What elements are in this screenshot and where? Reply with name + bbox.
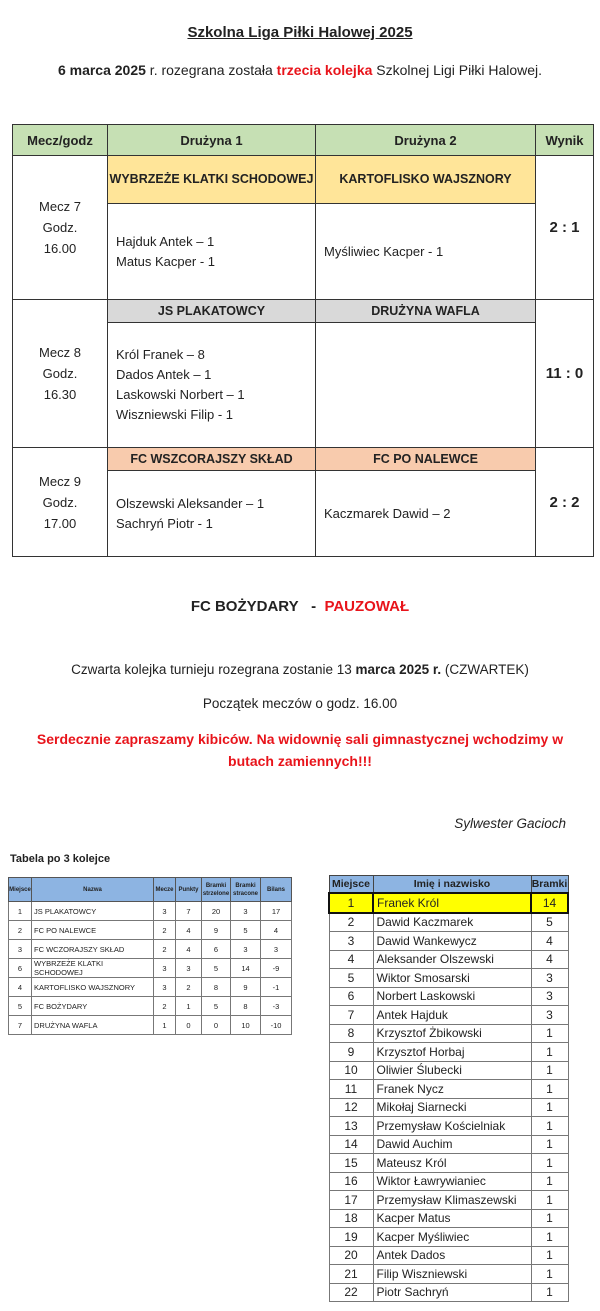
scorer-place: 5: [329, 969, 373, 988]
page-title-text: Szkolna Liga Piłki Halowej 2025: [187, 24, 413, 41]
col-header: Wynik: [536, 125, 594, 156]
scorers-row: [329, 1117, 568, 1136]
standings-col-header: Bilans: [261, 878, 292, 902]
scorer-place: 9: [329, 1043, 373, 1062]
scorer-line: Myśliwiec Kacper - 1: [324, 243, 444, 259]
match-result: 11 : 0: [536, 300, 594, 448]
scorers-table: [328, 875, 569, 1302]
standings-goals-against: 3: [231, 902, 261, 921]
standings-col-header: Miejsce: [9, 878, 32, 902]
scorer-goals: 1: [531, 1098, 568, 1117]
team1-scorers: [108, 323, 316, 448]
scorer-name: Wiktor Smosarski: [373, 969, 531, 988]
standings-col-header: Bramki strzelone: [202, 878, 231, 902]
standings-table: [8, 877, 292, 1035]
scorers-row: [329, 1283, 568, 1302]
scorer-place: 17: [329, 1191, 373, 1210]
scorer-goals: 1: [531, 1246, 568, 1265]
team2-scorers: [316, 471, 536, 557]
pause-status: PAUZOWAŁ: [324, 598, 410, 615]
scorers-row: [329, 1135, 568, 1154]
scorer-line: Król Franek – 8: [116, 347, 205, 362]
match-label: Mecz 7: [39, 199, 81, 214]
next-round-end: (CZWARTEK): [441, 662, 529, 677]
scorers-row: [329, 1024, 568, 1043]
scorer-goals: 1: [531, 1135, 568, 1154]
scorer-goals: 1: [531, 1172, 568, 1191]
scorers-row: [329, 932, 568, 951]
scorer-goals: 1: [531, 1117, 568, 1136]
scorers-header-row: [329, 876, 568, 894]
scorer-line: Hajduk Antek – 1: [116, 233, 215, 249]
scorer-line: Sachryń Piotr - 1: [116, 515, 213, 531]
standings-balance: 3: [261, 940, 292, 959]
team2-name: KARTOFLISKO WAJSZNORY: [316, 156, 536, 204]
godz-label: Godz.: [42, 220, 78, 235]
standings-team: FC PO NALEWCE: [32, 921, 154, 940]
team2-scorers: [316, 204, 536, 300]
scorers-row: [329, 1061, 568, 1080]
standings-goals-for: 20: [202, 902, 231, 921]
scorer-goals: 14: [531, 893, 568, 913]
standings-row: [9, 978, 292, 997]
standings-team: DRUŻYNA WAFLA: [32, 1016, 154, 1035]
scorers-row: [329, 1154, 568, 1173]
scorer-goals: 3: [531, 987, 568, 1006]
standings-place: 1: [9, 902, 32, 921]
schedule-table: [12, 124, 594, 557]
scorer-name: Wiktor Ławrywianiec: [373, 1172, 531, 1191]
standings-header-row: [9, 878, 292, 902]
standings-balance: -9: [261, 959, 292, 978]
pause-separator: -: [311, 598, 317, 615]
standings-place: 5: [9, 997, 32, 1016]
standings-points: 7: [176, 902, 202, 921]
scorers-row: [329, 913, 568, 932]
standings-row: [9, 902, 292, 921]
standings-balance: -3: [261, 997, 292, 1016]
scorer-goals: 1: [531, 1024, 568, 1043]
standings-place: 2: [9, 921, 32, 940]
scorer-name: Antek Dados: [373, 1246, 531, 1265]
scorer-place: 22: [329, 1283, 373, 1302]
scorer-place: 14: [329, 1135, 373, 1154]
scorer-place: 4: [329, 950, 373, 969]
standings-title: Tabela po 3 kolejce: [10, 853, 111, 865]
intro-highlight: trzecia kolejka: [276, 62, 373, 78]
standings-goals-against: 5: [231, 921, 261, 940]
scorer-place: 13: [329, 1117, 373, 1136]
standings-place: 3: [9, 940, 32, 959]
standings-col-header: Nazwa: [32, 878, 154, 902]
scorer-goals: 1: [531, 1061, 568, 1080]
col-header: Drużyna 1: [108, 125, 316, 156]
scorers-row: [329, 1172, 568, 1191]
standings-goals-against: 9: [231, 978, 261, 997]
scorers-row: [329, 1191, 568, 1210]
standings-place: 7: [9, 1016, 32, 1035]
scorer-goals: 4: [531, 932, 568, 951]
match-team-row: [13, 300, 594, 323]
match-time: 16.00: [43, 241, 77, 256]
scorer-name: Filip Wiszniewski: [373, 1265, 531, 1284]
scorers-row: [329, 1098, 568, 1117]
scorer-name: Oliwier Ślubecki: [373, 1061, 531, 1080]
scorers-row: [329, 1246, 568, 1265]
scorer-name: Krzysztof Żbikowski: [373, 1024, 531, 1043]
standings-team: FC WCZORAJSZY SKŁAD: [32, 940, 154, 959]
team1-name: JS PLAKATOWCY: [108, 300, 316, 323]
standings-team: FC BOŻYDARY: [32, 997, 154, 1016]
scorer-place: 19: [329, 1228, 373, 1247]
standings-balance: -1: [261, 978, 292, 997]
pause-team: FC BOŻYDARY: [190, 598, 299, 615]
scorer-line: Matus Kacper - 1: [116, 253, 215, 269]
next-round-text: [0, 662, 600, 677]
intro-end: Szkolnej Ligi Piłki Halowej.: [372, 62, 543, 78]
intro-date: 6 marca 2025: [57, 62, 146, 78]
scorer-place: 12: [329, 1098, 373, 1117]
schedule-header-row: [13, 125, 594, 156]
scorer-line: Olszewski Aleksander – 1: [116, 495, 265, 511]
scorers-row: [329, 1228, 568, 1247]
match-time: 16.30: [43, 387, 77, 402]
match-time-cell: [13, 156, 108, 300]
col-header: Mecz/godz: [13, 125, 108, 156]
standings-points: 3: [176, 959, 202, 978]
scorers-row: [329, 987, 568, 1006]
scorer-name: Dawid Wankewycz: [373, 932, 531, 951]
scorer-goals: 1: [531, 1080, 568, 1099]
scorer-name: Norbert Laskowski: [373, 987, 531, 1006]
match-team-row: [13, 448, 594, 471]
match-time: 17.00: [43, 515, 77, 531]
scorers-row: [329, 1043, 568, 1062]
standings-col-header: Mecze: [154, 878, 176, 902]
standings-matches: 3: [154, 902, 176, 921]
standings-goals-against: 8: [231, 997, 261, 1016]
standings-goals-for: 5: [202, 997, 231, 1016]
match-result: 2 : 2: [536, 448, 594, 557]
scorer-goals: 3: [531, 969, 568, 988]
godz-label: Godz.: [42, 494, 78, 510]
standings-points: 1: [176, 997, 202, 1016]
scorer-place: 18: [329, 1209, 373, 1228]
standings-goals-against: 14: [231, 959, 261, 978]
scorers-col-header: Miejsce: [329, 876, 373, 894]
standings-points: 4: [176, 940, 202, 959]
standings-row: [9, 1016, 292, 1035]
standings-balance: 4: [261, 921, 292, 940]
standings-goals-for: 5: [202, 959, 231, 978]
scorer-name: Przemysław Kościelniak: [373, 1117, 531, 1136]
scorer-place: 16: [329, 1172, 373, 1191]
standings-team: KARTOFLISKO WAJSZNORY: [32, 978, 154, 997]
scorers-row-leader: [329, 893, 568, 913]
standings-matches: 3: [154, 978, 176, 997]
match-result: 2 : 1: [536, 156, 594, 300]
scorer-name: Mikołaj Siarnecki: [373, 1098, 531, 1117]
team2-name: DRUŻYNA WAFLA: [316, 300, 536, 323]
scorer-goals: 4: [531, 950, 568, 969]
team1-scorers: [108, 471, 316, 557]
scorer-name: Mateusz Król: [373, 1154, 531, 1173]
next-round-start: Czwarta kolejka turnieju rozegrana zostanie 13: [71, 662, 356, 677]
scorer-name: Kacper Myśliwiec: [373, 1228, 531, 1247]
scorer-place: 10: [329, 1061, 373, 1080]
standings-points: 0: [176, 1016, 202, 1035]
scorer-line: Dados Antek – 1: [116, 367, 212, 382]
scorers-row: [329, 1209, 568, 1228]
standings-team: JS PLAKATOWCY: [32, 902, 154, 921]
scorer-line: Wiszniewski Filip - 1: [116, 407, 234, 422]
scorers-row: [329, 1080, 568, 1099]
scorer-name: Piotr Sachryń: [373, 1283, 531, 1302]
standings-row: [9, 940, 292, 959]
standings-row: [9, 921, 292, 940]
scorer-name: Dawid Auchim: [373, 1135, 531, 1154]
standings-points: 2: [176, 978, 202, 997]
scorer-name: Franek Nycz: [373, 1080, 531, 1099]
scorers-col-header: Imię i nazwisko: [373, 876, 531, 894]
standings-matches: 2: [154, 997, 176, 1016]
standings-col-header: Bramki stracone: [231, 878, 261, 902]
standings-matches: 1: [154, 1016, 176, 1035]
scorer-place: 7: [329, 1006, 373, 1025]
standings-place: 4: [9, 978, 32, 997]
standings-goals-for: 8: [202, 978, 231, 997]
invitation-text: Serdecznie zapraszamy kibiców. Na widownię sali gimnastycznej wchodzimy w butach zamiennych!!!: [36, 731, 564, 769]
scorer-goals: 1: [531, 1043, 568, 1062]
standings-place: 6: [9, 959, 32, 978]
scorer-place: 2: [329, 913, 373, 932]
scorer-name: Krzysztof Horbaj: [373, 1043, 531, 1062]
scorers-col-header: Bramki: [531, 876, 568, 894]
start-time-text: Początek meczów o godz. 16.00: [202, 696, 398, 711]
standings-goals-for: 0: [202, 1016, 231, 1035]
pause-notice: [0, 598, 600, 615]
scorer-place: 6: [329, 987, 373, 1006]
standings-goals-against: 10: [231, 1016, 261, 1035]
team1-name: FC WSZCORAJSZY SKŁAD: [108, 448, 316, 471]
standings-col-header: Punkty: [176, 878, 202, 902]
scorer-place: 3: [329, 932, 373, 951]
scorer-place: 11: [329, 1080, 373, 1099]
match-time-cell: [13, 300, 108, 448]
standings-matches: 2: [154, 940, 176, 959]
standings-matches: 2: [154, 921, 176, 940]
scorer-goals: 3: [531, 1006, 568, 1025]
scorer-goals: 1: [531, 1209, 568, 1228]
intro-mid: r. rozegrana została: [145, 62, 277, 78]
scorer-name: Przemysław Klimaszewski: [373, 1191, 531, 1210]
scorer-place: 8: [329, 1024, 373, 1043]
team1-scorers: [108, 204, 316, 300]
scorer-goals: 1: [531, 1283, 568, 1302]
standings-row: [9, 959, 292, 978]
scorer-place: 21: [329, 1265, 373, 1284]
team1-name: WYBRZEŻE KLATKI SCHODOWEJ: [108, 156, 316, 204]
scorer-goals: 1: [531, 1154, 568, 1173]
scorer-goals: 5: [531, 913, 568, 932]
match-label: Mecz 8: [39, 345, 81, 360]
godz-label: Godz.: [42, 366, 78, 381]
team2-scorers: [316, 323, 536, 448]
match-team-row: [13, 156, 594, 204]
scorer-name: Franek Król: [373, 893, 531, 913]
scorer-name: Antek Hajduk: [373, 1006, 531, 1025]
scorers-row: [329, 950, 568, 969]
standings-goals-against: 3: [231, 940, 261, 959]
standings-balance: -10: [261, 1016, 292, 1035]
scorer-line: Kaczmarek Dawid – 2: [324, 505, 451, 521]
standings-row: [9, 997, 292, 1016]
scorers-row: [329, 969, 568, 988]
scorer-name: Aleksander Olszewski: [373, 950, 531, 969]
standings-goals-for: 9: [202, 921, 231, 940]
scorer-name: Dawid Kaczmarek: [373, 913, 531, 932]
scorer-name: Kacper Matus: [373, 1209, 531, 1228]
col-header: Drużyna 2: [316, 125, 536, 156]
match-label: Mecz 9: [39, 473, 81, 489]
match-time-cell: [13, 448, 108, 557]
scorers-row: [329, 1006, 568, 1025]
scorer-goals: 1: [531, 1228, 568, 1247]
standings-points: 4: [176, 921, 202, 940]
signature: Sylwester Gacioch: [454, 816, 566, 831]
page-title: [0, 24, 600, 41]
scorer-place: 1: [329, 893, 373, 913]
standings-matches: 3: [154, 959, 176, 978]
scorer-goals: 1: [531, 1265, 568, 1284]
scorer-goals: 1: [531, 1191, 568, 1210]
team2-name: FC PO NALEWCE: [316, 448, 536, 471]
standings-balance: 17: [261, 902, 292, 921]
scorer-place: 20: [329, 1246, 373, 1265]
scorer-place: 15: [329, 1154, 373, 1173]
scorer-line: Laskowski Norbert – 1: [116, 387, 245, 402]
standings-team: WYBRZEŻE KLATKI SCHODOWEJ: [32, 959, 154, 978]
intro-text: [0, 62, 600, 78]
next-round-date: marca 2025 r.: [355, 662, 442, 677]
scorers-row: [329, 1265, 568, 1284]
standings-goals-for: 6: [202, 940, 231, 959]
